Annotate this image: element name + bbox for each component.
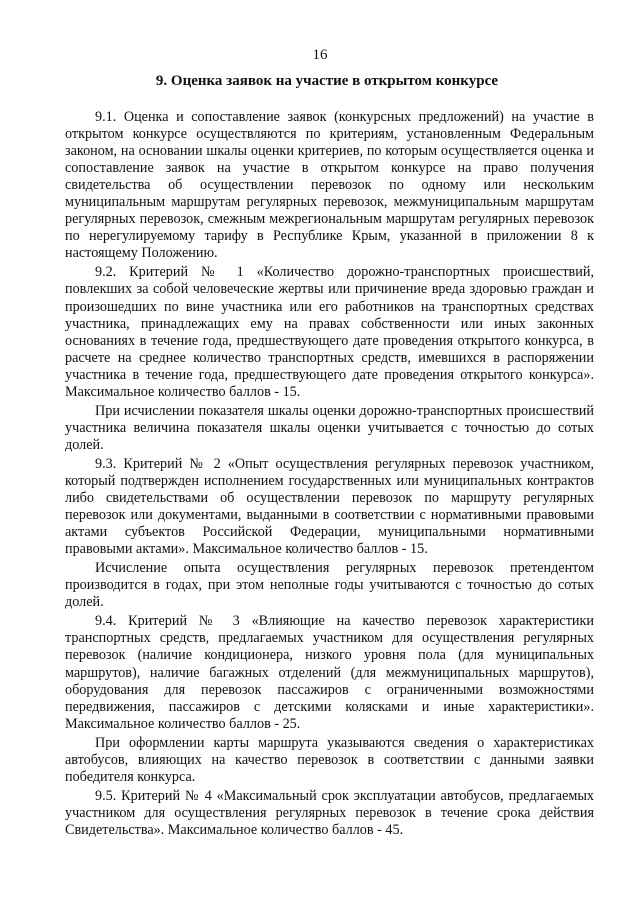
- paragraph-9-4: 9.4. Критерий № 3 «Влияющие на качество перевозок характеристики транспортных средств, предлагаемых участником для осуществления регулярных перевозок (наличие кондиционера, низкого уровня пола (для муниципальных маршрутов), наличие багажных отделений (для межмуниципальных маршрутов), оборудования для перевозок пассажиров с ограниченными возможностями передвижения, пассажиров с детскими колясками и иные характеристики». Максимальное количество баллов - 25.: [65, 613, 594, 732]
- paragraph-9-4-note: При оформлении карты маршрута указываются сведения о характеристиках автобусов, влияющих на качество перевозок в соответствии с данными заявки победителя конкурса.: [65, 734, 594, 785]
- paragraph-9-5: 9.5. Критерий № 4 «Максимальный срок эксплуатации автобусов, предлагаемых участником для осуществления регулярных перевозок в течение срока действия Свидетельства». Максимальное количество баллов - 45.: [65, 787, 594, 838]
- paragraph-9-2: 9.2. Критерий № 1 «Количество дорожно-транспортных происшествий, повлекших за собой человеческие жертвы или причинение вреда здоровью граждан и произошедших по вине участника или его работников на транспортных средствах участника, принадлежащих ему на правах собственности или иных законных основаниях в течение года, предшествующего дате проведения открытого конкурса, в расчете на среднее количество транспортных средств, имевшихся в распоряжении участника в течение года, предшествующего дате проведения открытого конкурса». Максимальное количество баллов - 15.: [65, 264, 594, 400]
- section-body: [65, 109, 594, 839]
- paragraph-9-3: 9.3. Критерий № 2 «Опыт осуществления регулярных перевозок участником, который подтвержден исполнением государственных или муниципальных контрактов либо свидетельствами об осуществлении перевозок по маршруту регулярных перевозок или документами, выданными в соответствии с нормативными правовыми актами субъектов Российской Федерации, муниципальными нормативными правовыми актами». Максимальное количество баллов - 15.: [65, 455, 594, 558]
- paragraph-9-2-note: При исчислении показателя шкалы оценки дорожно-транспортных происшествий участника величина показателя шкалы оценки учитывается с точностью до сотых долей.: [65, 402, 594, 453]
- paragraph-9-3-note: Исчисление опыта осуществления регулярных перевозок претендентом производится в годах, при этом неполные годы учитываются с точностью до сотых долей.: [65, 560, 594, 611]
- paragraph-9-1: 9.1. Оценка и сопоставление заявок (конкурсных предложений) на участие в открытом конкурсе осуществляются по критериям, установленным Федеральным законом, на основании шкалы оценки критериев, по которым осуществляется оценка и сопоставление заявок на участие в открытом конкурсе на право получения свидетельства об осуществлении перевозок по одному или нескольким муниципальным маршрутам регулярных перевозок, межмуниципальным маршрутам регулярных перевозок, смежным межрегиональным маршрутам регулярных перевозок по нерегулируемому тарифу в Республике Крым, указанной в приложении 8 к настоящему Положению.: [65, 109, 594, 262]
- section-title: 9. Оценка заявок на участие в открытом конкурсе: [155, 73, 499, 89]
- page-number: 16: [312, 47, 328, 63]
